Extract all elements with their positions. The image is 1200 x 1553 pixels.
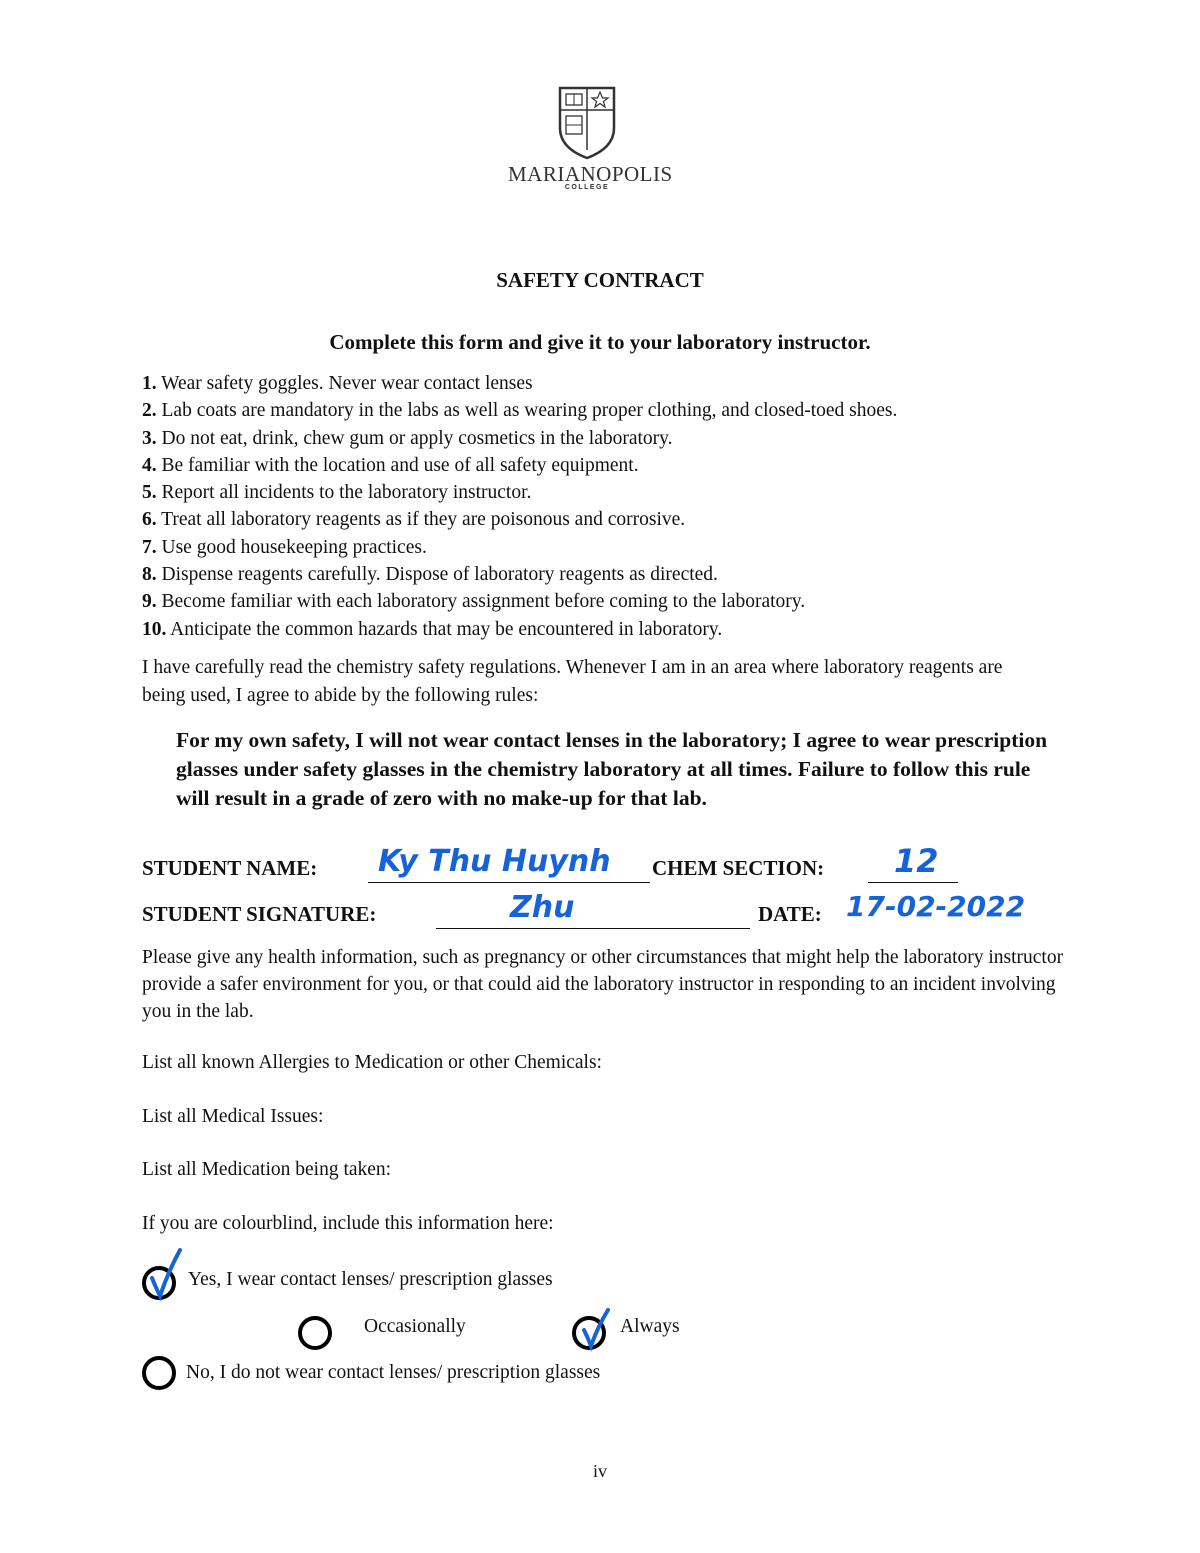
date-label: DATE: (758, 902, 822, 926)
medication-question: List all Medication being taken: (142, 1159, 392, 1180)
checkmark-icon (576, 1306, 616, 1352)
medical-question: List all Medical Issues: (142, 1106, 324, 1127)
rule-item: 2. Lab coats are mandatory in the labs as well as wearing proper clothing, and closed-toed shoes. (142, 400, 898, 422)
occasionally-radio[interactable] (298, 1316, 332, 1350)
rule-item: 6. Treat all laboratory reagents as if they are poisonous and corrosive. (142, 509, 686, 531)
chem-section-value: 12 (894, 842, 939, 880)
student-name-label: STUDENT NAME: (142, 856, 318, 880)
pledge-text: For my own safety, I will not wear contact lenses in the laboratory; I agree to wear prescription glasses under safety glasses in the chemistry laboratory at all times. Failure to follow this rule will result in a grade of zero with no make-up for that lab. (176, 728, 1048, 810)
no-radio[interactable] (142, 1356, 176, 1390)
yes-label: Yes, I wear contact lenses/ prescription glasses (188, 1269, 553, 1290)
date-value: 17-02-2022 (846, 890, 1026, 923)
college-subtitle: COLLEGE (564, 184, 610, 191)
checkmark-icon (146, 1246, 186, 1302)
rule-item: 3. Do not eat, drink, chew gum or apply cosmetics in the laboratory. (142, 427, 673, 449)
student-name-value: Ky Thu Huynh (378, 844, 611, 879)
college-logo (508, 84, 673, 194)
no-label: No, I do not wear contact lenses/ prescription glasses (186, 1362, 601, 1383)
rule-item: 10. Anticipate the common hazards that may be encountered in laboratory. (142, 618, 723, 640)
agreement-text: I have carefully read the chemistry safety regulations. Whenever I am in an area where laboratory reagents are being used, I agree to abide by the following rules: (142, 657, 1003, 706)
occasionally-label: Occasionally (364, 1316, 466, 1337)
rule-item: 4. Be familiar with the location and use of all safety equipment. (142, 454, 639, 476)
allergies-question: List all known Allergies to Medication or other Chemicals: (142, 1052, 602, 1073)
rule-item: 7. Use good housekeeping practices. (142, 536, 427, 558)
rule-item: 9. Become familiar with each laboratory assignment before coming to the laboratory. (142, 591, 806, 613)
student-name-row (142, 856, 317, 881)
rules-list (142, 370, 1142, 643)
health-prompt: Please give any health information, such as pregnancy or other circumstances that might help the laboratory instructor provide a safer environment for you, or that could aid the laboratory instructor in responding to an incident involving you in the lab. (142, 947, 1064, 1022)
signature-value: Zhu (510, 890, 575, 925)
always-label: Always (620, 1316, 680, 1337)
rule-item: 8. Dispense reagents carefully. Dispose of laboratory reagents as directed. (142, 564, 718, 586)
signature-label: STUDENT SIGNATURE: (142, 902, 377, 926)
colourblind-question: If you are colourblind, include this information here: (142, 1213, 554, 1234)
page-title: SAFETY CONTRACT (496, 268, 704, 292)
rule-item: 1. Wear safety goggles. Never wear contact lenses (142, 373, 533, 394)
college-name: MARIANOPOLIS (508, 162, 673, 186)
crest-icon (508, 84, 666, 160)
chem-section-label: CHEM SECTION: (652, 856, 825, 880)
page-number: iv (592, 1461, 607, 1481)
rule-item: 5. Report all incidents to the laboratory instructor. (142, 482, 532, 504)
page-subtitle: Complete this form and give it to your laboratory instructor. (329, 330, 871, 354)
